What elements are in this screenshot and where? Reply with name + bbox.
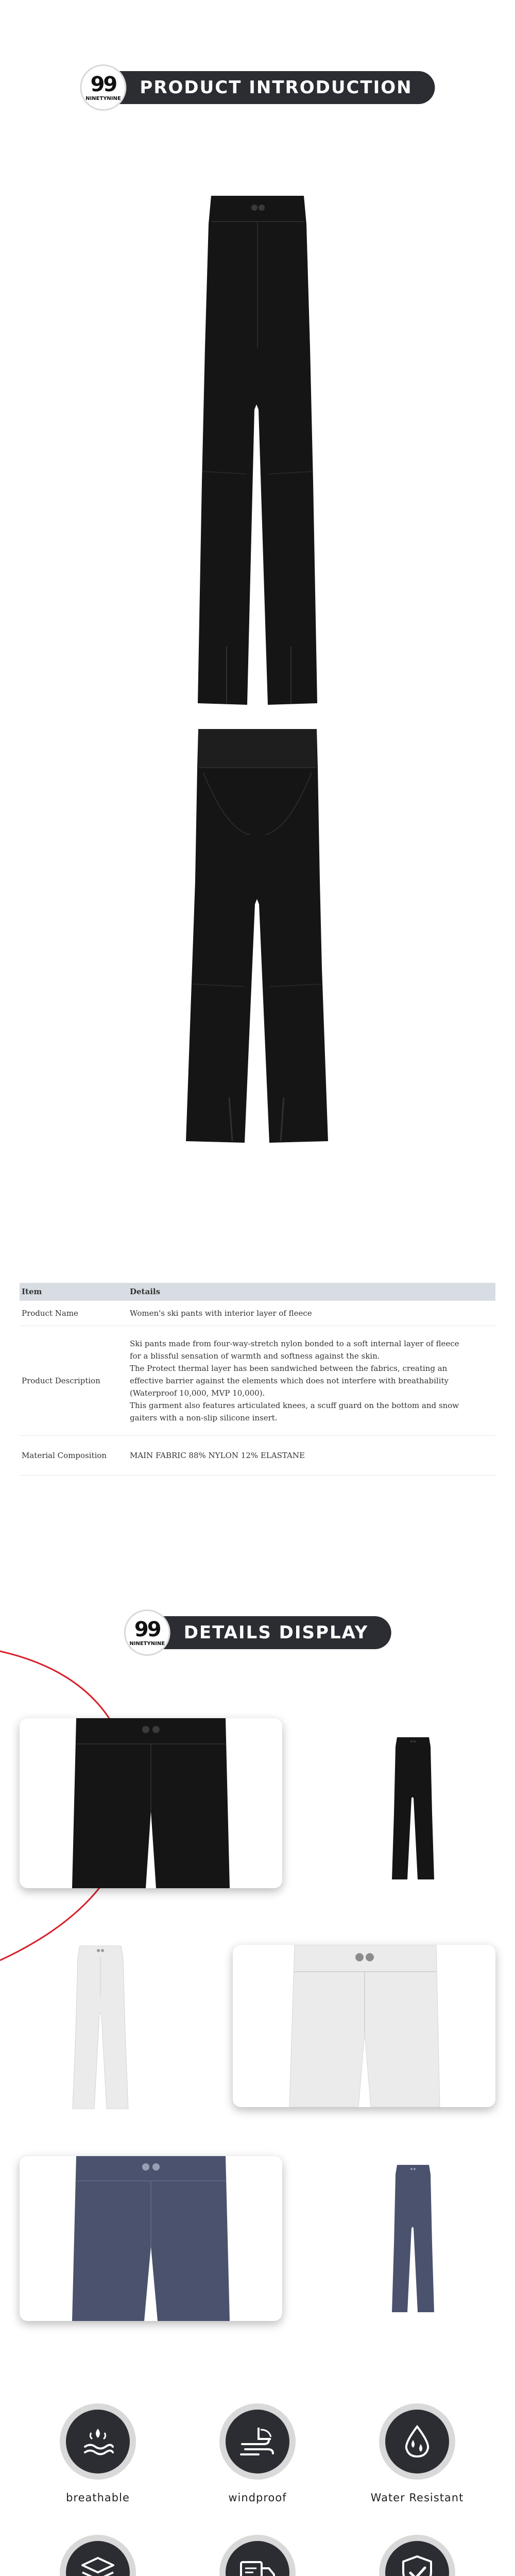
details-display-header xyxy=(124,1609,391,1656)
spec-key-material: Material Composition xyxy=(20,1436,128,1476)
feature-water-resistant xyxy=(366,2403,469,2505)
brand-logo xyxy=(80,64,126,111)
feature-windproof xyxy=(206,2403,309,2505)
table-row xyxy=(20,1436,495,1476)
description-line: effective barrier against the elements which does not interfere with breathability xyxy=(130,1376,449,1385)
quality-shield-icon xyxy=(399,2554,435,2576)
table-row xyxy=(20,1326,495,1436)
spec-value-material: MAIN FABRIC 88% NYLON 12% ELASTANE xyxy=(128,1436,495,1476)
description-line: (Waterproof 10,000, MVP 10,000). xyxy=(130,1388,265,1398)
delivery-truck-icon xyxy=(238,2555,277,2576)
description-line: This garment also features articulated knees, a scuff guard on the bottom and snow xyxy=(130,1401,459,1410)
detail-card-white-closeup xyxy=(233,1945,495,2107)
table-row xyxy=(20,1301,495,1326)
description-line: The Protect thermal layer has been sandwiched between the fabrics, creating an xyxy=(130,1364,448,1373)
detail-card-navy-closeup xyxy=(20,2156,282,2321)
spec-key-product-name: Product Name xyxy=(20,1301,128,1326)
product-introduction-header xyxy=(80,64,435,111)
detail-card-black-closeup xyxy=(20,1718,282,1888)
feature-breathable xyxy=(46,2403,149,2505)
feature-label: breathable xyxy=(66,2492,130,2504)
brand-logo-text: NINETYNINE xyxy=(129,1640,165,1647)
spec-table-header-row xyxy=(20,1283,495,1301)
description-line: for a blissful sensation of warmth and softness against the skin. xyxy=(130,1351,380,1361)
description-line: gaiters with a non-slip silicone insert. xyxy=(130,1413,278,1422)
product-image-navy-small xyxy=(390,2164,436,2313)
layers-icon xyxy=(79,2555,116,2576)
spec-value-product-description xyxy=(128,1326,495,1436)
water-resistant-icon xyxy=(399,2424,435,2460)
spec-key-product-description: Product Description xyxy=(20,1326,128,1436)
feature-label: Water Resistant xyxy=(370,2492,464,2504)
breathable-icon xyxy=(80,2424,116,2460)
feature-spot-quick-delivery xyxy=(206,2535,309,2576)
product-image-back xyxy=(183,726,332,1144)
spec-header-item: Item xyxy=(20,1283,128,1301)
section-title: DETAILS DISPLAY xyxy=(148,1616,391,1649)
spec-header-details: Details xyxy=(128,1283,495,1301)
brand-logo-text: NINETYNINE xyxy=(85,95,121,101)
product-spec-table xyxy=(20,1283,495,1476)
product-image-white-small xyxy=(70,1945,131,2110)
brand-logo-number: 99 xyxy=(90,72,116,96)
product-image-front xyxy=(191,193,324,708)
description-line: Ski pants made from four-way-stretch nylon bonded to a soft internal layer of fleece xyxy=(130,1339,459,1348)
feature-quality-assurance xyxy=(366,2535,469,2576)
product-image-black-small xyxy=(390,1736,436,1880)
feature-label: windproof xyxy=(228,2492,287,2504)
brand-logo-number: 99 xyxy=(134,1617,160,1641)
feature-thickened-material xyxy=(46,2535,149,2576)
windproof-icon xyxy=(238,2424,277,2460)
section-title: PRODUCT INTRODUCTION xyxy=(104,71,435,104)
spec-value-product-name: Women's ski pants with interior layer of fleece xyxy=(128,1301,495,1326)
